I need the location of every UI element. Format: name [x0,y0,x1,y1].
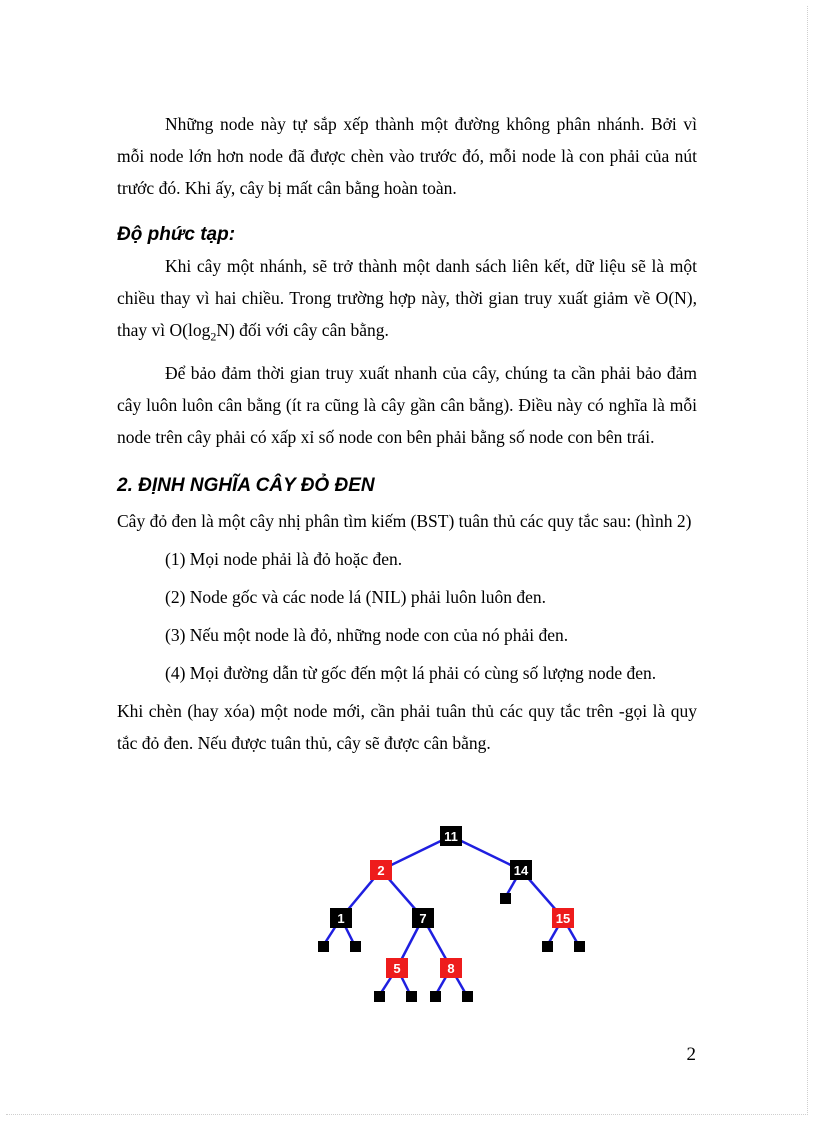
tree-node-2 [370,860,392,880]
rule-3: (3) Nếu một node là đỏ, những node con của nó phải đen. [165,624,569,645]
node-label: 7 [419,911,427,926]
nil-leaf [350,941,361,952]
tree-node-7 [412,908,434,928]
complexity-text-end: N) đối với cây cân bằng. [216,320,389,340]
tree-node-8 [440,958,462,978]
paragraph-insertion: Khi chèn (hay xóa) một node mới, cần phải tuân thủ các quy tắc trên -gọi là quy tắc đỏ đen. Nếu được tuân thủ, cây sẽ được cân bằng. [117,700,697,753]
nil-leaf [318,941,329,952]
red-black-tree-figure [305,822,605,1012]
document-body [117,108,697,759]
complexity-text: Khi cây một nhánh, sẽ trở thành một danh sách liên kết, dữ liệu sẽ là một chiều thay vì hai chiều. Trong trường hợp này, thời gian truy xuất giảm về O(N), thay vì O(log [117,256,697,340]
paragraph-definition: Cây đỏ đen là một cây nhị phân tìm kiếm (BST) tuân thủ các quy tắc sau: (hình 2) [117,510,692,531]
tree-node-15 [552,908,574,928]
node-label: 11 [444,829,458,844]
heading-definition: 2. ĐỊNH NGHĨA CÂY ĐỎ ĐEN [117,474,375,496]
nil-leaves [318,893,585,1002]
tree-node-5 [386,958,408,978]
nil-leaf [500,893,511,904]
log-subscript: 2 [210,329,217,344]
node-label: 1 [337,911,345,926]
node-label: 8 [447,961,455,976]
node-label: 2 [377,863,385,878]
paragraph-complexity [117,250,697,353]
paragraph-unbalanced-tree: Những node này tự sắp xếp thành một đường không phân nhánh. Bởi vì mỗi node lớn hơn node đã được chèn vào trước đó, mỗi node là con phải của nút trước đó. Khi ấy, cây bị mất cân bằng hoàn toàn. [117,114,697,198]
heading-complexity: Độ phức tạp: [117,224,236,245]
tree-node-1 [330,908,352,928]
node-label: 5 [393,961,401,976]
tree-node-11 [440,826,462,846]
paragraph-balance: Để bảo đảm thời gian truy xuất nhanh của cây, chúng ta cần phải bảo đảm cây luôn luôn cân bằng (ít ra cũng là cây gần cân bằng). Điều này có nghĩa là mỗi node trên cây phải có xấp xỉ số node con bên phải bằng số node con bên trái. [117,362,697,447]
nil-leaf [406,991,417,1002]
page-number: 2 [686,1044,696,1065]
tree-node-14 [510,860,532,880]
nil-leaf [574,941,585,952]
rule-2: (2) Node gốc và các node lá (NIL) phải luôn luôn đen. [165,586,546,607]
nil-leaf [374,991,385,1002]
nil-leaf [430,991,441,1002]
node-label: 14 [513,863,529,878]
rule-4: (4) Mọi đường dẫn từ gốc đến một lá phải có cùng số lượng node đen. [165,662,657,683]
node-label: 15 [555,911,571,926]
nil-leaf [542,941,553,952]
rule-1: (1) Mọi node phải là đỏ hoặc đen. [165,548,403,569]
nil-leaf [462,991,473,1002]
